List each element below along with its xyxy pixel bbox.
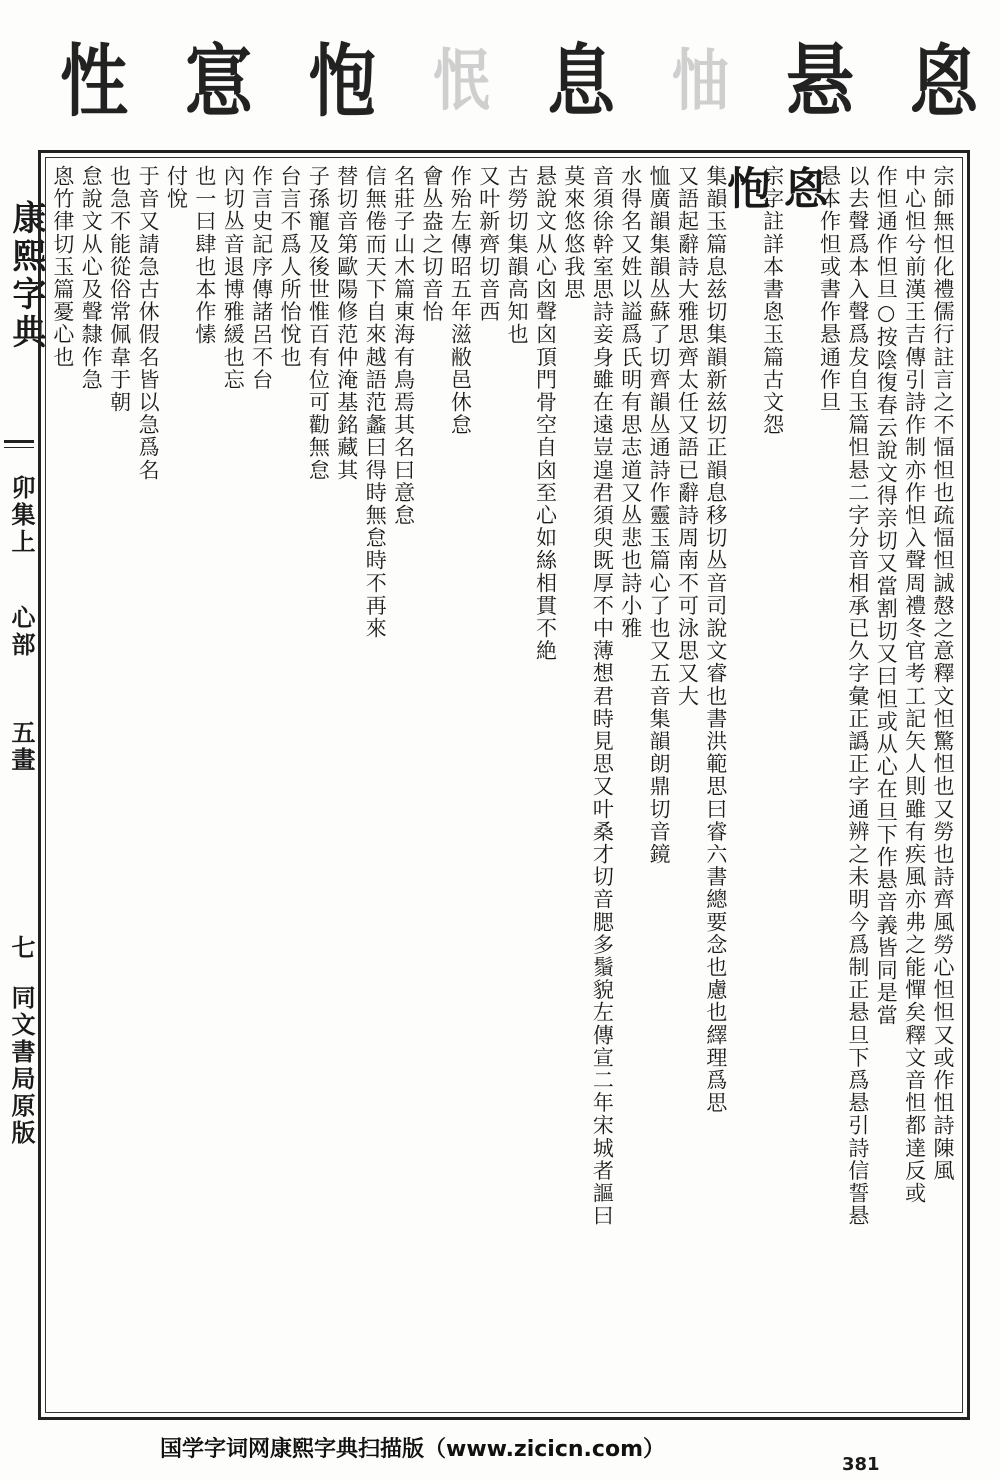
text-column: 恖竹律切玉篇憂心也 — [50, 165, 75, 369]
margin-divider — [4, 447, 34, 448]
text-column: 集韻玉篇息兹切集韻新兹切正韻息移切丛音司說文睿也書洪範思曰睿六書總要念也慮也繹理爲思 — [703, 165, 728, 1115]
radical-label: 心部 — [7, 605, 36, 659]
text-column: 音須徐幹室思詩妾身雖在遠豈遑君須臾既厚不中薄想君時見思又叶桑才切音腮多鬚貌左傳宣二年宋城者謳曰 — [590, 165, 615, 1228]
text-column: 付悅 — [164, 165, 189, 211]
page-number: 381 — [842, 1454, 880, 1475]
text-column: 信無倦而天下自來越語范蠡曰得時無怠時不再來 — [363, 165, 388, 640]
text-column: 恤廣韻集韻丛蘇了切齊韻丛通詩作靈玉篇心了也又五音集韻朗鼎切音鏡 — [647, 165, 672, 866]
text-column: 會丛盎之切音怡 — [419, 165, 444, 324]
source-caption: 国学字词网康熙字典扫描版（www.zicicn.com） — [160, 1437, 665, 1462]
text-column: 宗字註詳本書恖玉篇古文怨 — [760, 165, 785, 437]
seal-char: 悬 — [785, 35, 856, 128]
text-column: 作言史記序傳諸呂不台 — [249, 165, 274, 391]
page-margin — [0, 155, 46, 1420]
text-column: 以去聲爲本入聲爲犮自玉篇怛悬二字分音相承已久字彙正譌正字通辨之未明今爲制正悬旦下爲悬引詩信誓悬 — [845, 165, 870, 1228]
text-column: 悬說文从心囟聲囟頂門骨空自囟至心如絲相貫不絶 — [533, 165, 558, 663]
seal-char: 怋 — [432, 41, 493, 120]
text-column: 內切丛音退博雅緩也忘 — [221, 165, 246, 391]
seal-char: 怉 — [308, 35, 379, 128]
text-column: 作怛通作怛旦○按陰復春云說文得亲切又當割切又曰怛或从心在旦下作悬音義皆同是當 — [874, 165, 899, 1027]
text-column: 水得名又姓以謚爲氏明有思志道又丛悲也詩小雅 — [618, 165, 643, 640]
text-column: 名莊子山木篇東海有鳥焉其名曰意怠 — [391, 165, 416, 527]
seal-char: 悹 — [184, 35, 255, 128]
text-column: 于音又請急古休假名皆以急爲名 — [136, 165, 161, 482]
text-frame — [38, 150, 970, 1420]
margin-page-label: 七 — [7, 935, 36, 962]
text-column: 中心怛兮前漢王吉傳引詩作制亦作怛入聲周禮冬官考工記矢人則雖有疾風亦弗之能憚矣釋文音怛都達反或 — [902, 165, 927, 1205]
seal-char: 性 — [60, 35, 131, 128]
page-footer — [0, 1432, 1000, 1475]
margin-divider — [4, 440, 34, 443]
text-column: 宗師無怛化禮儒行註言之不愊怛也疏愊怛誠慤之意釋文怛驚怛也又勞也詩齊風勞心怛怛又或作怚詩陳風 — [931, 165, 955, 1182]
text-column: 又語起辭詩大雅思齊太任又語已辭詩周南不可泳思又大 — [675, 165, 700, 708]
text-column: 古勞切集韻高知也 — [505, 165, 530, 346]
text-column: 替切音第歐陽修范仲淹基銘藏其 — [334, 165, 359, 482]
text-column: 台言不爲人所怡悅也 — [278, 165, 303, 369]
volume-label: 卯集上 — [7, 475, 36, 556]
headword: 恖 — [776, 165, 828, 211]
text-column: 作殆左傳昭五年滋敝邑休怠 — [448, 165, 473, 437]
seal-char: 怞 — [671, 41, 732, 120]
publisher-label: 同文書局原版 — [7, 985, 36, 1147]
text-columns — [49, 165, 957, 1403]
strokes-label: 五畫 — [7, 720, 36, 774]
text-column: 怠說文从心及聲隸作急 — [79, 165, 104, 391]
seal-char: 恖 — [909, 35, 980, 128]
headword: 怉 — [719, 165, 771, 211]
text-column: 也一曰肆也本作愫 — [192, 165, 217, 346]
text-column: 子孫寵及後世惟百有位可勸無怠 — [306, 165, 331, 482]
text-column: 悬本作怛或書作悬通作旦 — [817, 165, 842, 414]
text-column: 也急不能從俗常佩韋于朝 — [107, 165, 132, 414]
seal-script-header — [60, 20, 980, 130]
seal-char: 息 — [547, 35, 618, 128]
text-column: 莫來悠悠我思 — [561, 165, 586, 301]
text-column: 又叶新齊切音西 — [476, 165, 501, 324]
book-title: 康熙字典 — [6, 200, 46, 352]
